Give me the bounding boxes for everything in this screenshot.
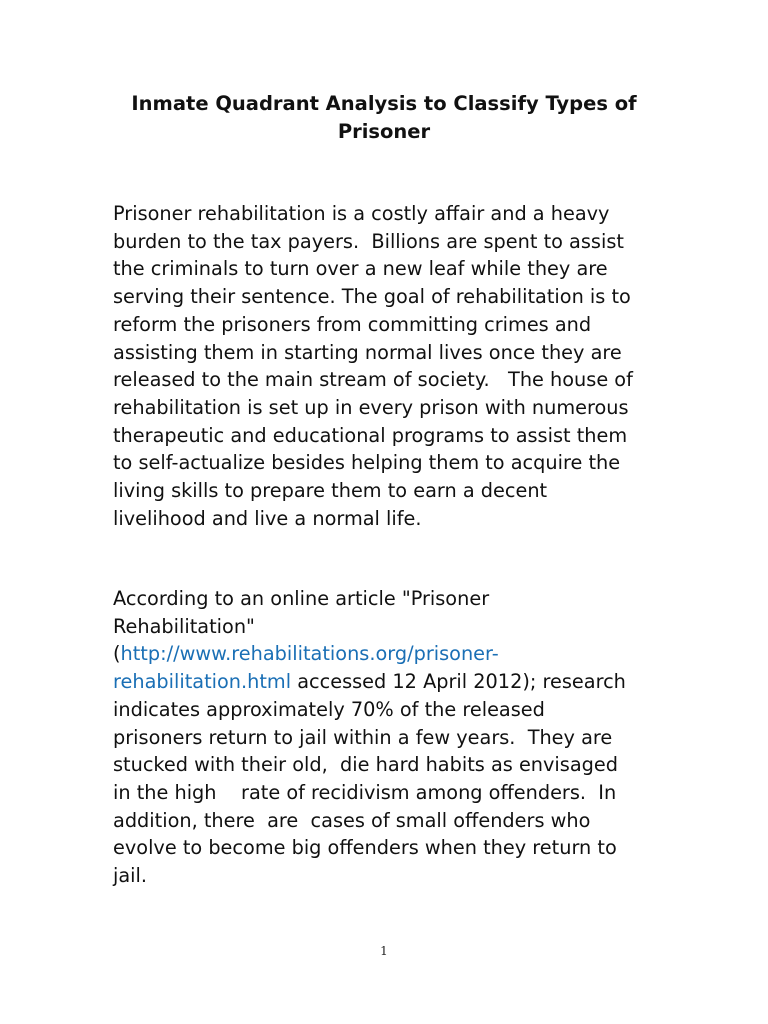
- paragraph-line: stucked with their old, die hard habits as envisaged: [113, 753, 618, 777]
- paragraph-line: indicates approximately 70% of the released: [113, 697, 545, 721]
- page-number: 1: [380, 944, 388, 958]
- citation-suffix: accessed 12 April 2012); research: [291, 670, 626, 694]
- paragraph-line: burden to the tax payers. Billions are spent to assist: [113, 229, 624, 253]
- open-paren: (: [113, 642, 121, 666]
- paragraph-line: Prisoner rehabilitation is a costly affair and a heavy: [113, 202, 610, 225]
- paragraph-line: evolve to become big offenders when they return to: [113, 836, 617, 860]
- paragraph-line: jail.: [113, 864, 148, 888]
- paragraph-line: the criminals to turn over a new leaf while they are: [113, 257, 608, 281]
- paragraph-line: prisoners return to jail within a few years. They are: [113, 725, 613, 749]
- paragraph-line: living skills to prepare them to earn a decent: [113, 479, 548, 503]
- document-title: [100, 90, 668, 146]
- paragraph-line: assisting them in starting normal lives once they are: [113, 340, 622, 364]
- paragraph-line: released to the main stream of society. The house of: [113, 368, 633, 392]
- paragraph-line: Rehabilitation": [113, 614, 255, 638]
- paragraph-line: to self-actualize besides helping them to acquire the: [113, 451, 621, 475]
- paragraph-line: serving their sentence. The goal of rehabilitation is to: [113, 285, 631, 309]
- paragraph-line: According to an online article "Prisoner: [113, 587, 490, 610]
- paragraph-line: therapeutic and educational programs to assist them: [113, 423, 628, 447]
- title-line-2: Prisoner: [337, 120, 431, 143]
- article-link-part-2: rehabilitation.html: [113, 670, 292, 694]
- paragraph-line: livelihood and live a normal life.: [113, 506, 422, 530]
- paragraph-recidivism: [113, 585, 669, 890]
- article-link-part-1: http://www.rehabilitations.org/prisoner-: [120, 642, 499, 666]
- paragraph-line: addition, there are cases of small offenders who: [113, 808, 591, 832]
- paragraph-rehabilitation-cost: [113, 200, 669, 532]
- paragraph-line: rehabilitation is set up in every prison with numerous: [113, 395, 629, 419]
- paragraph-line: reform the prisoners from committing crimes and: [113, 312, 592, 336]
- paragraph-line: in the high rate of recidivism among offenders. In: [113, 780, 617, 804]
- title-line-1: Inmate Quadrant Analysis to Classify Types of: [131, 92, 637, 115]
